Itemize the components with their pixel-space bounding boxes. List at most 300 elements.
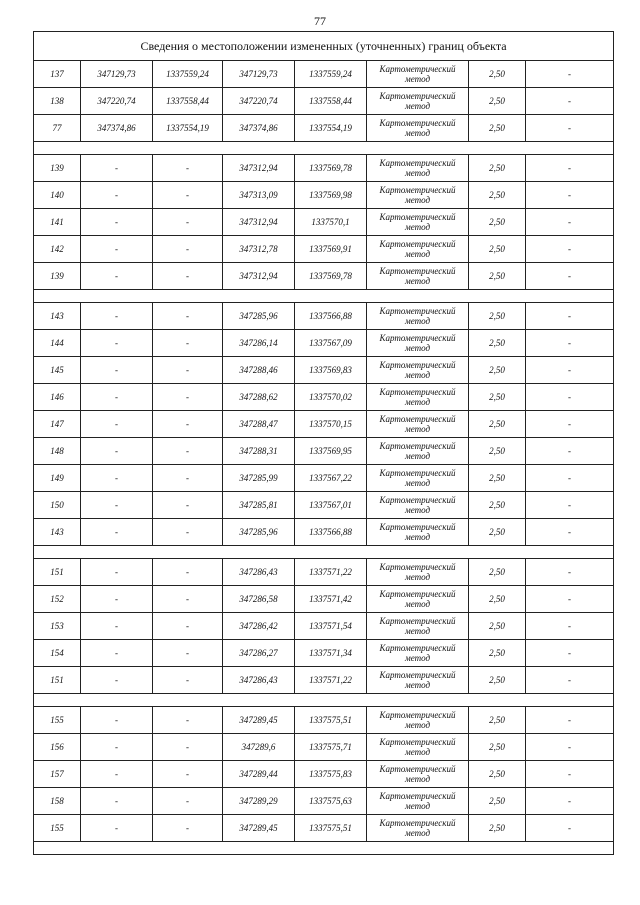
method-line-1: Картометрический [379,737,456,747]
method-line-1: Картометрический [379,118,456,128]
old-x-cell: - [81,303,153,330]
group-separator [34,290,614,303]
old-y-cell: - [153,303,223,330]
table-row [34,411,614,438]
description-cell: - [526,155,614,182]
new-x-cell: 347220,74 [223,88,295,115]
table-row [34,115,614,142]
new-x-cell: 347289,6 [223,734,295,761]
old-y-cell: - [153,788,223,815]
precision-cell: 2,50 [469,559,526,586]
table-row [34,438,614,465]
method-line-2: метод [404,101,431,111]
method-cell [367,734,469,761]
old-x-cell: 347374,86 [81,115,153,142]
new-y-cell: 1337571,22 [295,667,367,694]
table-row [34,384,614,411]
old-x-cell: 347220,74 [81,88,153,115]
page-number: 77 [314,14,326,28]
table-row [34,815,614,842]
method-line-1: Картометрический [379,522,456,532]
table-row [34,559,614,586]
point-number-cell: 138 [34,88,81,115]
point-number-cell: 154 [34,640,81,667]
description-cell: - [526,788,614,815]
old-x-cell: - [81,155,153,182]
old-y-cell: - [153,613,223,640]
new-y-cell: 1337575,63 [295,788,367,815]
group-separator-row [34,546,614,559]
method-line-1: Картометрический [379,387,456,397]
old-x-cell: - [81,263,153,290]
old-y-cell: - [153,209,223,236]
precision-cell: 2,50 [469,88,526,115]
precision-cell: 2,50 [469,182,526,209]
old-x-cell: - [81,640,153,667]
method-cell [367,667,469,694]
new-y-cell: 1337570,15 [295,411,367,438]
new-x-cell: 347129,73 [223,61,295,88]
method-line-1: Картометрический [379,185,456,195]
method-line-2: метод [404,828,431,838]
method-line-2: метод [404,774,431,784]
old-y-cell: 1337558,44 [153,88,223,115]
description-cell: - [526,115,614,142]
method-line-2: метод [404,451,431,461]
table-row [34,667,614,694]
old-x-cell: - [81,707,153,734]
description-cell: - [526,586,614,613]
point-number-cell: 140 [34,182,81,209]
new-x-cell: 347286,43 [223,667,295,694]
new-x-cell: 347286,58 [223,586,295,613]
group-separator-row [34,694,614,707]
method-line-1: Картометрический [379,441,456,451]
old-x-cell: - [81,667,153,694]
old-x-cell: - [81,209,153,236]
method-cell [367,61,469,88]
method-cell [367,788,469,815]
point-number-cell: 147 [34,411,81,438]
table-row [34,357,614,384]
new-x-cell: 347285,96 [223,519,295,546]
old-x-cell: - [81,613,153,640]
old-y-cell: - [153,559,223,586]
method-line-1: Картометрический [379,495,456,505]
new-y-cell: 1337575,71 [295,734,367,761]
precision-cell: 2,50 [469,613,526,640]
table-row [34,613,614,640]
point-number-cell: 77 [34,115,81,142]
group-separator [34,842,614,855]
new-y-cell: 1337571,22 [295,559,367,586]
method-cell [367,465,469,492]
method-line-2: метод [404,599,431,609]
table-row [34,209,614,236]
table-row [34,88,614,115]
old-y-cell: - [153,330,223,357]
precision-cell: 2,50 [469,640,526,667]
precision-cell: 2,50 [469,330,526,357]
method-line-1: Картометрический [379,360,456,370]
new-x-cell: 347286,27 [223,640,295,667]
description-cell: - [526,559,614,586]
precision-cell: 2,50 [469,734,526,761]
new-y-cell: 1337569,95 [295,438,367,465]
precision-cell: 2,50 [469,815,526,842]
point-number-cell: 155 [34,815,81,842]
table-row [34,586,614,613]
table-row [34,707,614,734]
point-number-cell: 144 [34,330,81,357]
method-line-1: Картометрический [379,212,456,222]
table-row [34,182,614,209]
table-caption-row [34,32,614,61]
description-cell: - [526,330,614,357]
new-y-cell: 1337569,78 [295,263,367,290]
method-cell [367,115,469,142]
new-x-cell: 347289,45 [223,707,295,734]
old-y-cell: - [153,492,223,519]
point-number-cell: 148 [34,438,81,465]
method-cell [367,411,469,438]
new-y-cell: 1337567,01 [295,492,367,519]
method-line-1: Картометрический [379,616,456,626]
method-cell [367,613,469,640]
method-line-2: метод [404,343,431,353]
precision-cell: 2,50 [469,155,526,182]
new-x-cell: 347285,99 [223,465,295,492]
point-number-cell: 155 [34,707,81,734]
point-number-cell: 143 [34,303,81,330]
method-line-1: Картометрический [379,414,456,424]
method-line-1: Картометрический [379,158,456,168]
old-y-cell: - [153,707,223,734]
method-line-1: Картометрический [379,266,456,276]
method-line-2: метод [404,168,431,178]
description-cell: - [526,88,614,115]
point-number-cell: 158 [34,788,81,815]
description-cell: - [526,61,614,88]
method-cell [367,438,469,465]
old-y-cell: - [153,236,223,263]
method-cell [367,559,469,586]
old-x-cell: - [81,761,153,788]
point-number-cell: 150 [34,492,81,519]
method-line-2: метод [404,680,431,690]
new-y-cell: 1337566,88 [295,303,367,330]
old-y-cell: - [153,667,223,694]
table-body [34,32,614,855]
point-number-cell: 151 [34,667,81,694]
description-cell: - [526,613,614,640]
method-line-2: метод [404,572,431,582]
old-x-cell: - [81,384,153,411]
precision-cell: 2,50 [469,61,526,88]
boundary-coordinates-table [33,31,614,855]
description-cell: - [526,707,614,734]
description-cell: - [526,303,614,330]
description-cell: - [526,182,614,209]
method-line-1: Картометрический [379,468,456,478]
method-line-2: метод [404,720,431,730]
description-cell: - [526,438,614,465]
table-row [34,155,614,182]
precision-cell: 2,50 [469,357,526,384]
point-number-cell: 146 [34,384,81,411]
method-line-2: метод [404,424,431,434]
description-cell: - [526,357,614,384]
old-x-cell: - [81,788,153,815]
old-y-cell: 1337554,19 [153,115,223,142]
table-caption: Сведения о местоположении измененных (уточненных) границ объекта [34,32,614,61]
new-x-cell: 347313,09 [223,182,295,209]
method-cell [367,357,469,384]
method-cell [367,88,469,115]
new-x-cell: 347286,42 [223,613,295,640]
point-number-cell: 156 [34,734,81,761]
description-cell: - [526,734,614,761]
point-number-cell: 141 [34,209,81,236]
new-x-cell: 347374,86 [223,115,295,142]
new-y-cell: 1337569,91 [295,236,367,263]
new-y-cell: 1337575,51 [295,707,367,734]
method-line-2: метод [404,626,431,636]
point-number-cell: 137 [34,61,81,88]
old-x-cell: - [81,586,153,613]
precision-cell: 2,50 [469,788,526,815]
old-y-cell: - [153,586,223,613]
method-cell [367,519,469,546]
table-row [34,303,614,330]
old-y-cell: - [153,357,223,384]
new-x-cell: 347312,94 [223,155,295,182]
old-y-cell: - [153,734,223,761]
table-row [34,761,614,788]
method-cell [367,384,469,411]
method-cell [367,640,469,667]
description-cell: - [526,667,614,694]
new-y-cell: 1337571,54 [295,613,367,640]
table-row [34,61,614,88]
precision-cell: 2,50 [469,209,526,236]
new-y-cell: 1337571,42 [295,586,367,613]
point-number-cell: 151 [34,559,81,586]
description-cell: - [526,236,614,263]
group-separator-row [34,290,614,303]
precision-cell: 2,50 [469,707,526,734]
table-row [34,236,614,263]
old-x-cell: - [81,357,153,384]
precision-cell: 2,50 [469,492,526,519]
method-cell [367,263,469,290]
new-y-cell: 1337569,98 [295,182,367,209]
old-x-cell: 347129,73 [81,61,153,88]
group-separator-row [34,842,614,855]
method-cell [367,330,469,357]
table-row [34,519,614,546]
old-y-cell: - [153,815,223,842]
old-y-cell: - [153,155,223,182]
method-line-2: метод [404,532,431,542]
description-cell: - [526,465,614,492]
method-line-2: метод [404,316,431,326]
table-row [34,465,614,492]
method-line-2: метод [404,195,431,205]
old-y-cell: - [153,761,223,788]
new-y-cell: 1337559,24 [295,61,367,88]
new-x-cell: 347289,45 [223,815,295,842]
method-line-1: Картометрический [379,764,456,774]
method-line-1: Картометрический [379,670,456,680]
point-number-cell: 157 [34,761,81,788]
old-y-cell: - [153,182,223,209]
point-number-cell: 153 [34,613,81,640]
group-separator [34,694,614,707]
new-x-cell: 347288,47 [223,411,295,438]
point-number-cell: 139 [34,263,81,290]
method-line-1: Картометрический [379,239,456,249]
new-x-cell: 347289,29 [223,788,295,815]
new-x-cell: 347285,96 [223,303,295,330]
description-cell: - [526,761,614,788]
method-line-2: метод [404,653,431,663]
description-cell: - [526,263,614,290]
method-line-2: метод [404,74,431,84]
precision-cell: 2,50 [469,761,526,788]
new-x-cell: 347312,94 [223,209,295,236]
table-row [34,492,614,519]
new-x-cell: 347286,43 [223,559,295,586]
table-row [34,263,614,290]
old-x-cell: - [81,465,153,492]
method-cell [367,155,469,182]
method-cell [367,707,469,734]
method-line-2: метод [404,747,431,757]
method-line-2: метод [404,249,431,259]
new-x-cell: 347312,78 [223,236,295,263]
precision-cell: 2,50 [469,236,526,263]
description-cell: - [526,519,614,546]
precision-cell: 2,50 [469,263,526,290]
precision-cell: 2,50 [469,438,526,465]
method-line-1: Картометрический [379,64,456,74]
new-y-cell: 1337569,78 [295,155,367,182]
method-line-2: метод [404,397,431,407]
new-x-cell: 347312,94 [223,263,295,290]
new-x-cell: 347286,14 [223,330,295,357]
method-line-2: метод [404,505,431,515]
method-cell [367,209,469,236]
method-line-1: Картометрический [379,333,456,343]
new-y-cell: 1337575,83 [295,761,367,788]
point-number-cell: 152 [34,586,81,613]
method-line-1: Картометрический [379,643,456,653]
method-line-1: Картометрический [379,710,456,720]
description-cell: - [526,640,614,667]
method-cell [367,182,469,209]
method-line-2: метод [404,128,431,138]
method-cell [367,303,469,330]
old-x-cell: - [81,438,153,465]
old-x-cell: - [81,559,153,586]
method-cell [367,815,469,842]
method-line-2: метод [404,370,431,380]
new-y-cell: 1337558,44 [295,88,367,115]
new-y-cell: 1337566,88 [295,519,367,546]
old-x-cell: - [81,236,153,263]
method-line-1: Картометрический [379,589,456,599]
new-y-cell: 1337567,22 [295,465,367,492]
new-x-cell: 347288,46 [223,357,295,384]
old-x-cell: - [81,182,153,209]
group-separator [34,142,614,155]
old-x-cell: - [81,734,153,761]
description-cell: - [526,411,614,438]
precision-cell: 2,50 [469,411,526,438]
precision-cell: 2,50 [469,586,526,613]
new-y-cell: 1337570,02 [295,384,367,411]
method-line-1: Картометрический [379,562,456,572]
new-y-cell: 1337567,09 [295,330,367,357]
method-line-1: Картометрический [379,91,456,101]
group-separator-row [34,142,614,155]
method-cell [367,761,469,788]
point-number-cell: 142 [34,236,81,263]
point-number-cell: 145 [34,357,81,384]
description-cell: - [526,815,614,842]
old-y-cell: - [153,438,223,465]
precision-cell: 2,50 [469,115,526,142]
description-cell: - [526,492,614,519]
point-number-cell: 139 [34,155,81,182]
method-line-2: метод [404,276,431,286]
new-y-cell: 1337569,83 [295,357,367,384]
old-x-cell: - [81,411,153,438]
old-y-cell: - [153,384,223,411]
new-y-cell: 1337554,19 [295,115,367,142]
old-x-cell: - [81,815,153,842]
precision-cell: 2,50 [469,384,526,411]
new-x-cell: 347288,62 [223,384,295,411]
method-line-2: метод [404,801,431,811]
method-line-1: Картометрический [379,818,456,828]
old-y-cell: - [153,519,223,546]
method-line-2: метод [404,478,431,488]
precision-cell: 2,50 [469,465,526,492]
new-x-cell: 347285,81 [223,492,295,519]
group-separator [34,546,614,559]
old-y-cell: - [153,640,223,667]
table-row [34,330,614,357]
table-row [34,788,614,815]
new-y-cell: 1337570,1 [295,209,367,236]
table-row [34,734,614,761]
precision-cell: 2,50 [469,667,526,694]
description-cell: - [526,209,614,236]
point-number-cell: 149 [34,465,81,492]
old-y-cell: 1337559,24 [153,61,223,88]
description-cell: - [526,384,614,411]
old-y-cell: - [153,263,223,290]
new-x-cell: 347288,31 [223,438,295,465]
method-line-2: метод [404,222,431,232]
old-y-cell: - [153,411,223,438]
old-x-cell: - [81,330,153,357]
point-number-cell: 143 [34,519,81,546]
method-cell [367,586,469,613]
method-cell [367,236,469,263]
